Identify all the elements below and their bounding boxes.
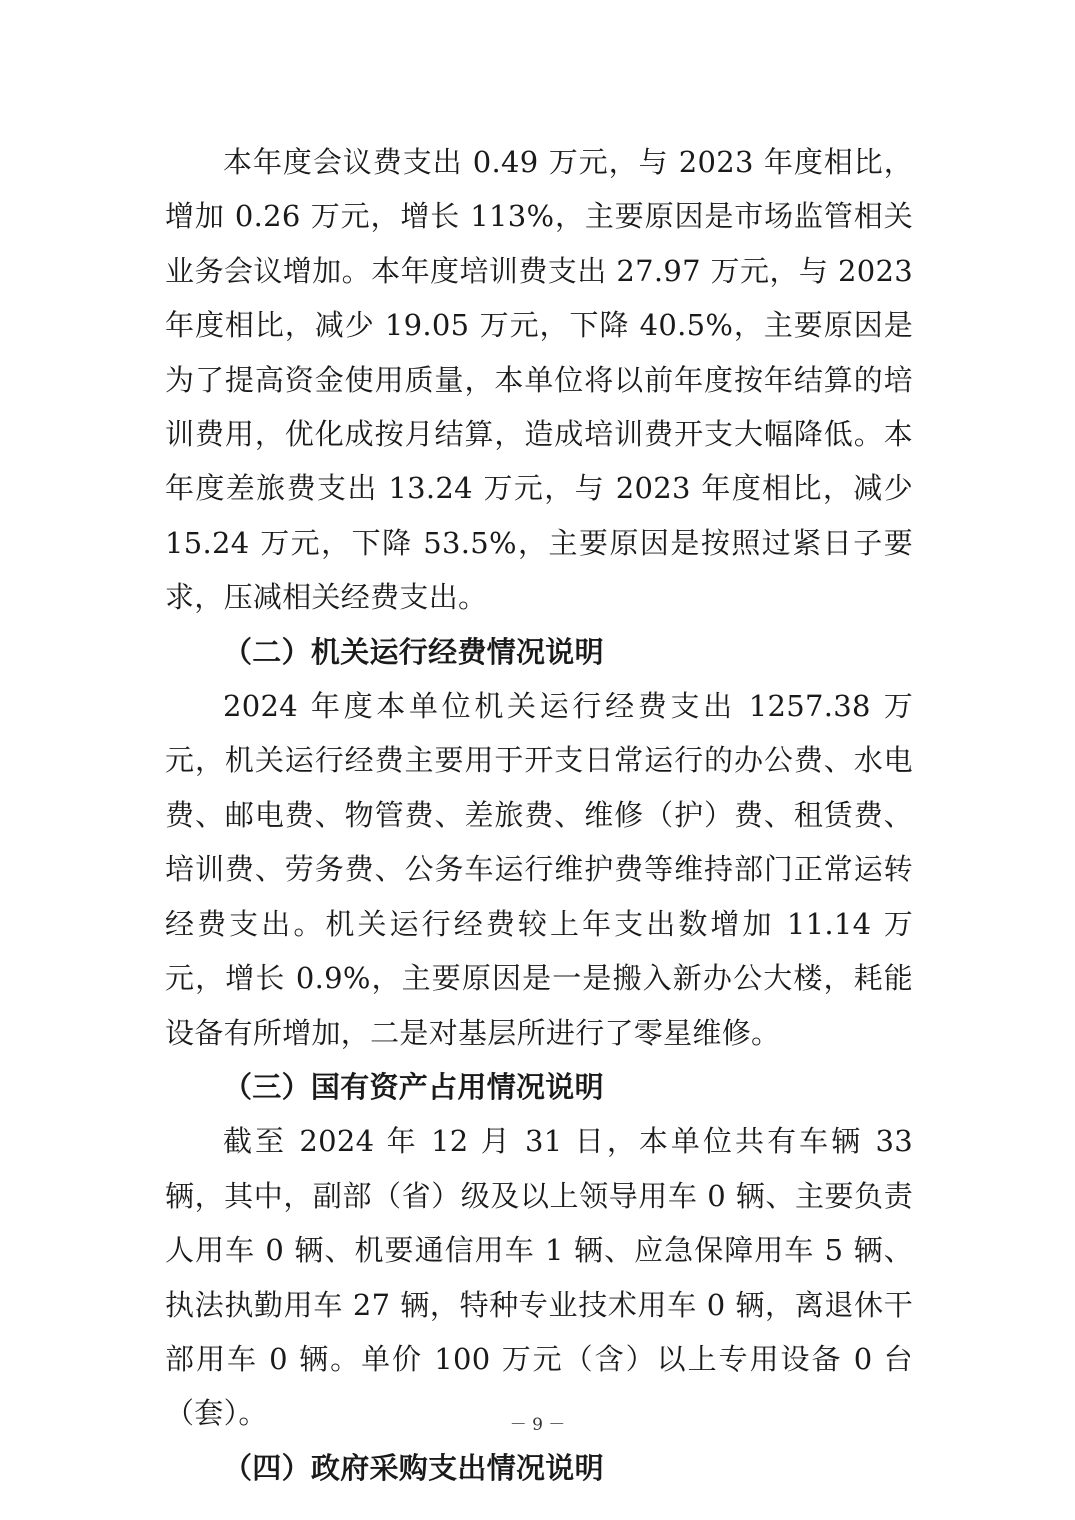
section-heading-state-assets: （三）国有资产占用情况说明: [223, 1069, 604, 1104]
section-heading-operating-expenses: （二）机关运行经费情况说明: [223, 634, 604, 669]
document-body: [165, 135, 913, 1495]
page-number: － 9 －: [509, 1415, 566, 1435]
paragraph-operating-expenses: 2024 年度本单位机关运行经费支出 1257.38 万元，机关运行经费主要用于开支日常运行的办公费、水电费、邮电费、物管费、差旅费、维修（护）费、租赁费、培训费、劳务费、公务车运行维护费等维持部门正常运转经费支出。机关运行经费较上年支出数增加 11.14 万元，增长 0.9%，主要原因是一是搬入新办公大楼，耗能设备有所增加，二是对基层所进行了零星维修。: [165, 689, 913, 1050]
section-heading-government-procurement: （四）政府采购支出情况说明: [223, 1450, 604, 1485]
paragraph-meeting-training-travel-expenses: 本年度会议费支出 0.49 万元，与 2023 年度相比，增加 0.26 万元，增长 113%，主要原因是市场监管相关业务会议增加。本年度培训费支出 27.97 万元，与 2023 年度相比，减少 19.05 万元，下降 40.5%，主要原因是为了提高资金使用质量，本单位将以前年度按年结算的培训费用，优化成按月结算，造成培训费开支大幅降低。本年度差旅费支出 13.24 万元，与 2023 年度相比，减少 15.24 万元，下降 53.5%，主要原因是按照过紧日子要求，压减相关经费支出。: [165, 145, 913, 615]
paragraph-state-assets: 截至 2024 年 12 月 31 日，本单位共有车辆 33 辆，其中，副部（省）级及以上领导用车 0 辆、主要负责人用车 0 辆、机要通信用车 1 辆、应急保障用车 5 辆、执法执勤用车 27 辆，特种专业技术用车 0 辆，离退休干部用车 0 辆。单价 100 万元（含）以上专用设备 0 台（套）。: [165, 1124, 913, 1431]
